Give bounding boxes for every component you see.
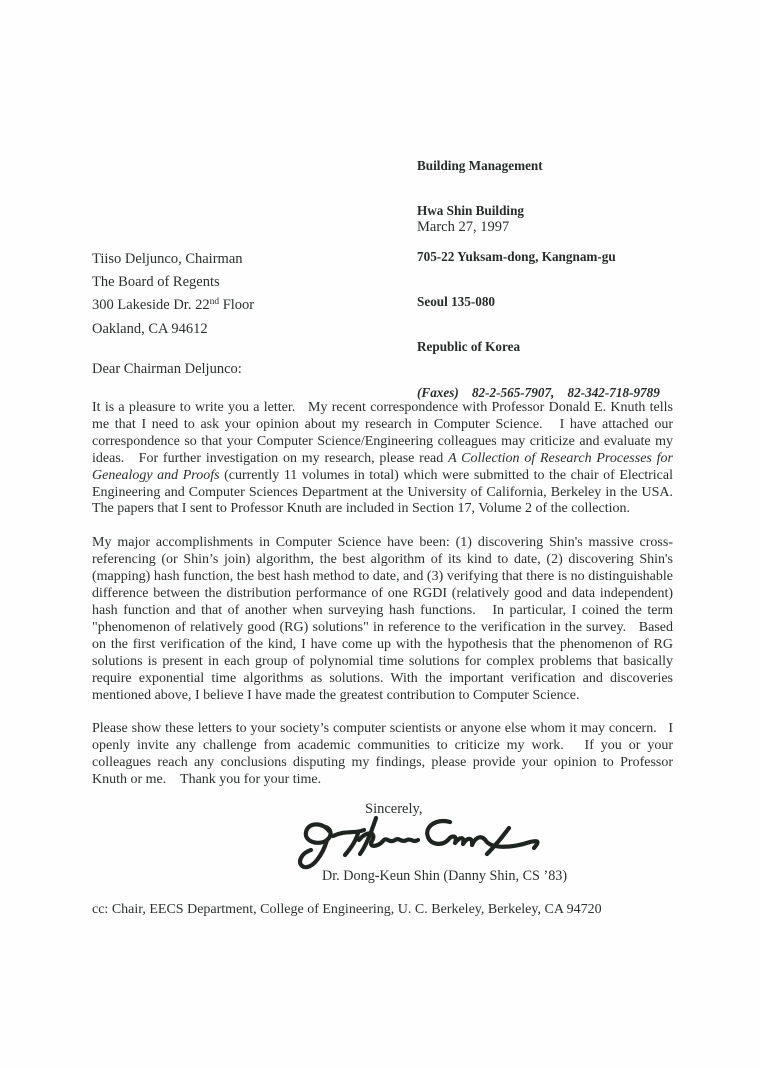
sender-fax-line: (Faxes) 82-2-565-7907, 82-342-718-9789 — [417, 384, 660, 400]
recipient-line: Oakland, CA 94612 — [92, 320, 208, 337]
valediction: Sincerely, — [365, 801, 423, 817]
sender-line: Building Management — [417, 158, 543, 174]
sender-line: Seoul 135-080 — [417, 294, 496, 310]
sender-line: Hwa Shin Building — [417, 203, 525, 219]
sender-address-block — [417, 128, 660, 430]
handwritten-signature — [296, 810, 550, 874]
body-paragraph-2: My major accomplishments in Computer Science have been: (1) discovering Shin's massive cross-referencing (or Shin’s join) algorithm, the best algorithm of its kind to date, (2) discovering Shin's (mapping) hash function, the best hash method to date, and (3) verifying that there is no distinguishable difference between the distribution performance of one RGDI (relatively good and data independent) hash function and that of another when surveying hash functions. In particular, I coined the term "phenomenon of relatively good (RG) solutions" in reference to the verification in the survey. Based on the first verification of the kind, I have come up with the hypothesis that the phenomenon of RG solutions is present in each group of polynomial time solutions for complex problems that basically require exponential time algorithms as solutions. With the important verification and discoveries mentioned above, I believe I have made the greatest contribution to Computer Science. — [92, 535, 677, 703]
letter-date: March 27, 1997 — [417, 219, 510, 235]
body-paragraph-3: Please show these letters to your society’s computer scientists or anyone else whom it may concern. I openly invite any challenge from academic communities to criticize my work. If you or your colleagues reach any conclusions disputing my findings, please provide your opinion to Professor Knuth or me. Thank you for your time. — [92, 721, 677, 788]
italic-book-title: A Collection of Research Processes for Genealogy and Proofs — [92, 450, 677, 483]
recipient-line: Tiiso Deljunco, Chairman — [92, 251, 243, 267]
salutation: Dear Chairman Deljunco: — [92, 361, 242, 377]
sender-line: Republic of Korea — [417, 339, 521, 355]
sender-line: 705-22 Yuksam-dong, Kangnam-gu — [417, 248, 616, 264]
letter-body — [92, 400, 677, 806]
signature-scribble-icon — [296, 810, 550, 874]
cc-line: cc: Chair, EECS Department, College of Engineering, U. C. Berkeley, Berkeley, CA 94720 — [92, 902, 602, 917]
body-paragraph-1: It is a pleasure to write you a letter. My recent correspondence with Professor Donald E. Knuth tells me that I need to ask your opinion about my research in Computer Science. I have attached our correspondence so that your Computer Science/Engineering colleagues may criticize and evaluate my ideas. For further investigation on my research, please read A Collection of Research Processes for Genealogy and Proofs (currently 11 volumes in total) which were submitted to the chair of Electrical Engineering and Computer Sciences Department at the University of California, Berkeley in the USA. The papers that I sent to Professor Knuth are included in Section 17, Volume 2 of the collection. — [92, 400, 677, 517]
recipient-line: The Board of Regents — [92, 274, 220, 291]
ordinal-superscript: nd — [209, 297, 220, 308]
recipient-line: 300 Lakeside Dr. 22nd Floor — [92, 297, 255, 314]
recipient-address-block — [92, 248, 254, 341]
signature-name: Dr. Dong-Keun Shin (Danny Shin, CS ’83) — [322, 868, 568, 884]
